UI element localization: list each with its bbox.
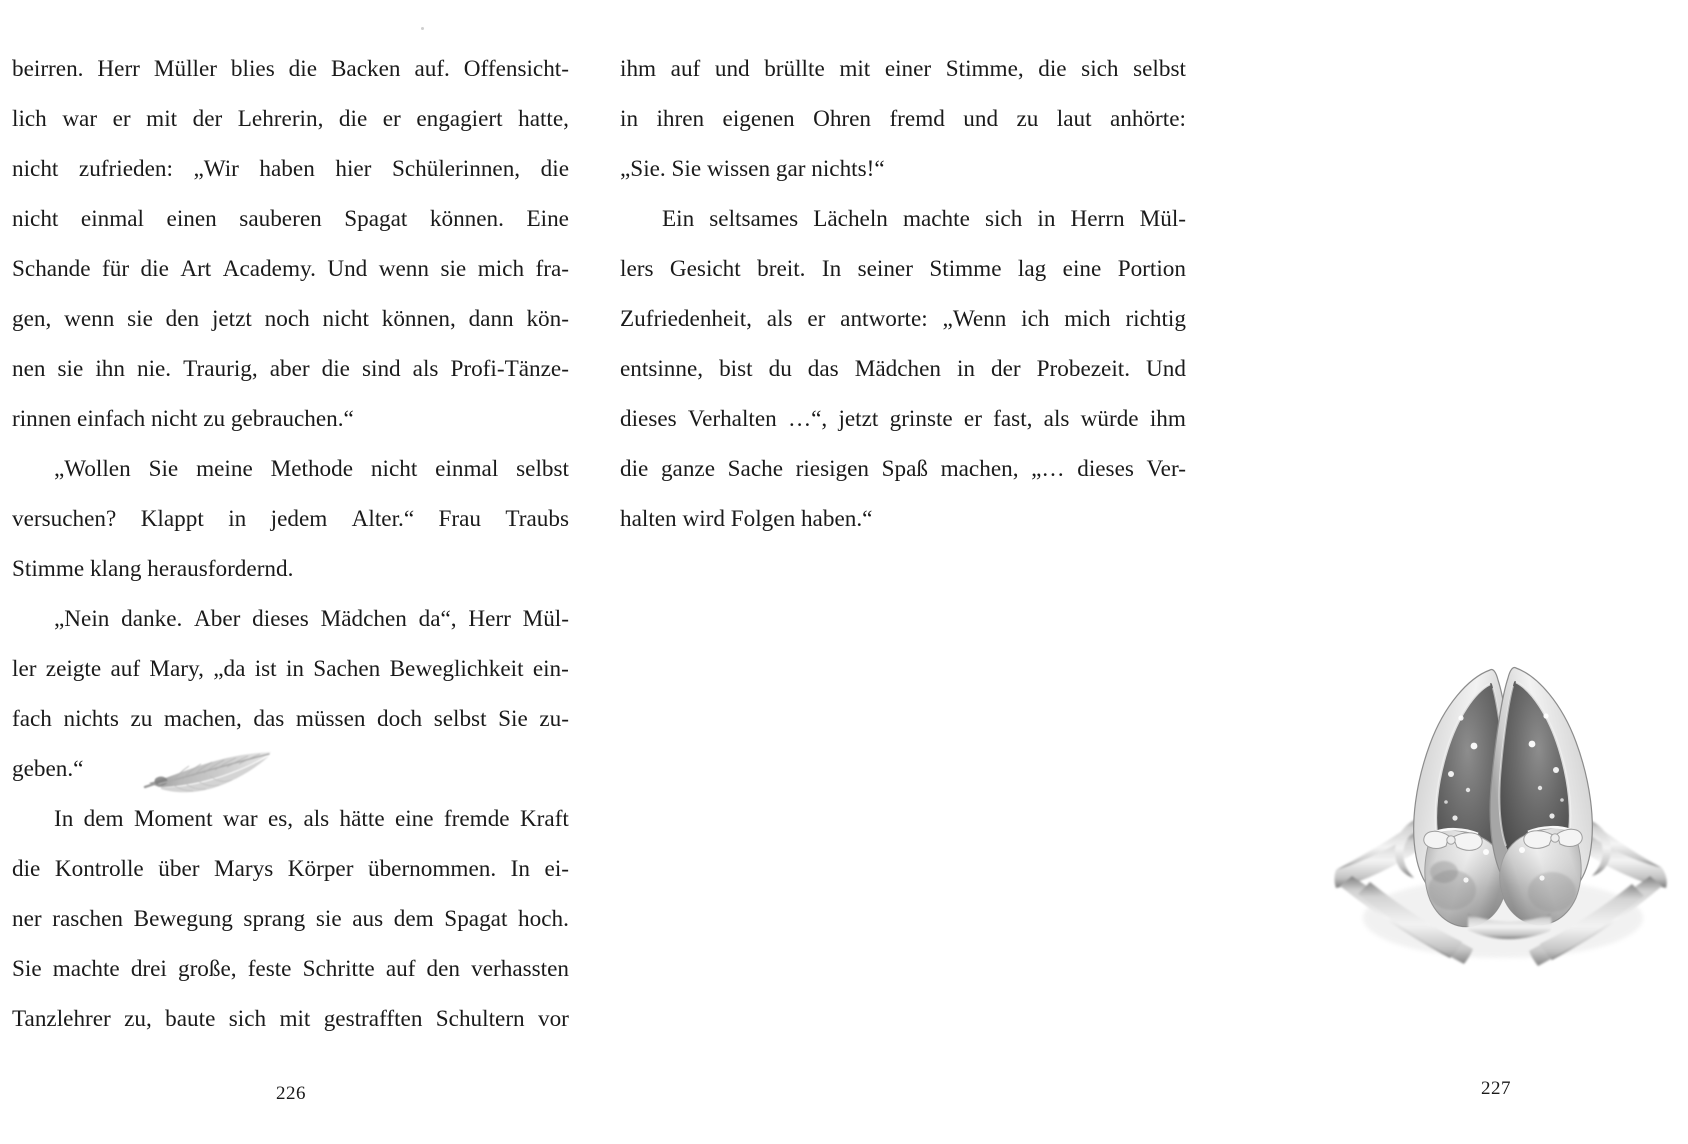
right-page <box>600 0 1511 1144</box>
text-line: In dem Moment war es, als hätte eine fremde Kraft <box>54 806 569 832</box>
text-line: Sie machte drei große, feste Schritte auf den verhassten <box>12 956 569 982</box>
text-line: ler zeigte auf Mary, „da ist in Sachen Beweglichkeit ein- <box>12 656 569 682</box>
text-line: lich war er mit der Lehrerin, die er engagiert hatte, <box>12 106 569 132</box>
text-line: ihm auf und brüllte mit einer Stimme, die sich selbst <box>620 56 1186 82</box>
text-line: die Kontrolle über Marys Körper übernommen. In ei- <box>12 856 569 882</box>
page-number-left: 226 <box>276 1083 306 1104</box>
text-line: entsinne, bist du das Mädchen in der Probezeit. Und <box>620 356 1186 382</box>
text-line: nen sie ihn nie. Traurig, aber die sind als Profi-Tänze- <box>12 356 569 382</box>
text-line: nicht einmal einen sauberen Spagat können. Eine <box>12 206 569 232</box>
text-line: Zufriedenheit, als er antworte: „Wenn ich mich richtig <box>620 306 1186 332</box>
page-number-right: 227 <box>1481 1078 1511 1099</box>
text-line: die ganze Sache riesigen Spaß machen, „… dieses Ver- <box>620 456 1186 482</box>
text-line: „Nein danke. Aber dieses Mädchen da“, Herr Mül- <box>54 606 569 632</box>
text-line: ner raschen Bewegung sprang sie aus dem Spagat hoch. <box>12 906 569 932</box>
text-line: beirren. Herr Müller blies die Backen auf. Offensicht- <box>12 56 569 82</box>
feather-illustration <box>143 743 291 805</box>
text-line: rinnen einfach nicht zu gebrauchen.“ <box>12 406 354 432</box>
left-page <box>0 0 600 1144</box>
right-page-body-text <box>620 44 1186 544</box>
text-line: dieses Verhalten …“, jetzt grinste er fast, als würde ihm <box>620 406 1186 432</box>
ballet-shoes-illustration <box>1318 618 1688 1023</box>
text-line: fach nichts zu machen, das müssen doch selbst Sie zu- <box>12 706 569 732</box>
text-line: nicht zufrieden: „Wir haben hier Schülerinnen, die <box>12 156 569 182</box>
text-line: lers Gesicht breit. In seiner Stimme lag eine Portion <box>620 256 1186 282</box>
left-page-body-text <box>12 44 569 1044</box>
text-line: Stimme klang herausfordernd. <box>12 556 294 582</box>
text-line: Schande für die Art Academy. Und wenn sie mich fra- <box>12 256 569 282</box>
text-line: gen, wenn sie den jetzt noch nicht können, dann kön- <box>12 306 569 332</box>
text-line: versuchen? Klappt in jedem Alter.“ Frau Traubs <box>12 506 569 532</box>
text-line: halten wird Folgen haben.“ <box>620 506 873 532</box>
text-line: Tanzlehrer zu, baute sich mit gestrafften Schultern vor <box>12 1006 569 1032</box>
text-line: in ihren eigenen Ohren fremd und zu laut anhörte: <box>620 106 1186 132</box>
text-line: „Wollen Sie meine Methode nicht einmal selbst <box>54 456 569 482</box>
text-line: Ein seltsames Lächeln machte sich in Herrn Mül- <box>662 206 1186 232</box>
text-line: geben.“ <box>12 756 84 782</box>
text-line: „Sie. Sie wissen gar nichts!“ <box>620 156 885 182</box>
